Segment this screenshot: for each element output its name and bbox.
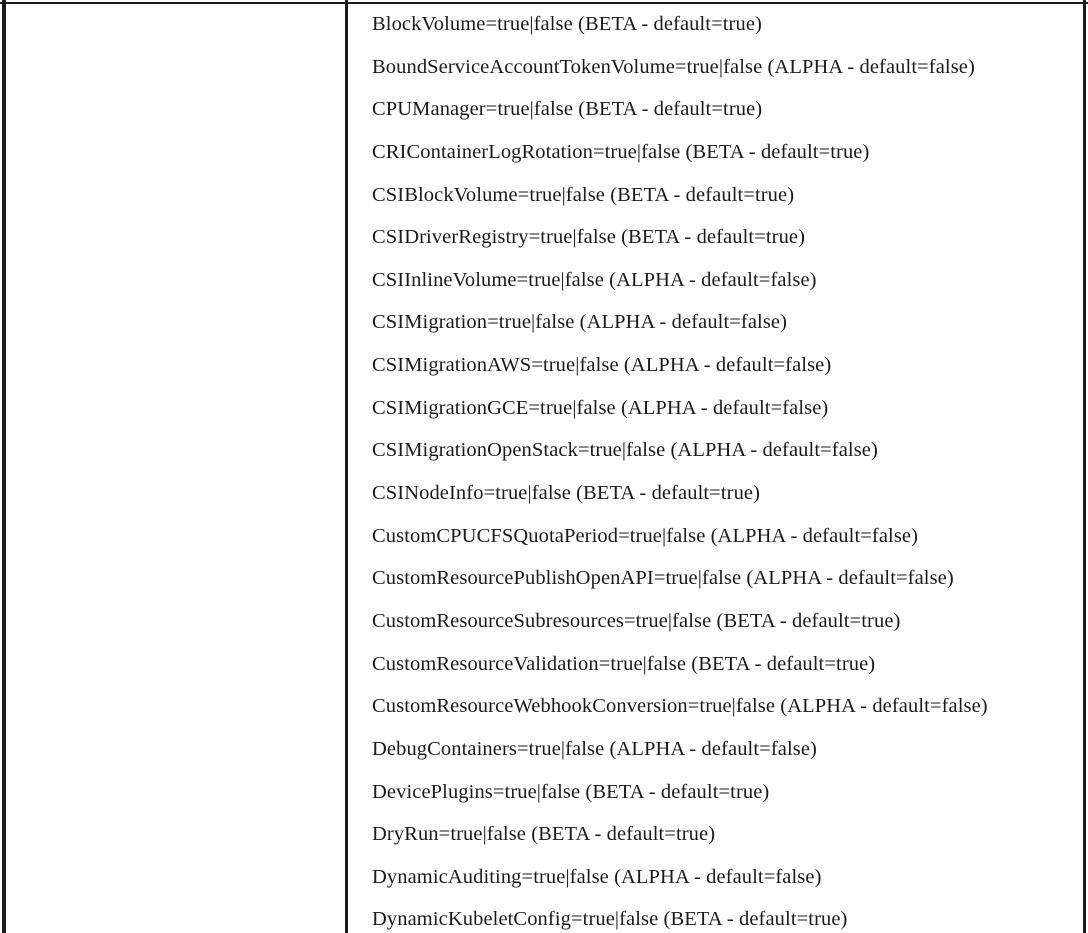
feature-gate-line: BoundServiceAccountTokenVolume=true|false (ALPHA - default=false) — [372, 55, 975, 78]
feature-gate-line: DebugContainers=true|false (ALPHA - default=false) — [372, 737, 817, 760]
feature-gate-line: CustomResourcePublishOpenAPI=true|false (ALPHA - default=false) — [372, 567, 954, 590]
feature-gate-line: CustomResourceSubresources=true|false (BETA - default=true) — [372, 609, 901, 632]
feature-gate-line: CustomResourceValidation=true|false (BETA - default=true) — [372, 652, 876, 675]
feature-gate-line: DynamicKubeletConfig=true|false (BETA - default=true) — [372, 908, 848, 931]
feature-gate-line: CSIMigration=true|false (ALPHA - default=false) — [372, 311, 788, 334]
table-right-border — [1083, 0, 1086, 933]
table-column-divider — [345, 0, 348, 933]
feature-gate-line: CustomResourceWebhookConversion=true|false (ALPHA - default=false) — [372, 695, 988, 718]
feature-gate-line: DryRun=true|false (BETA - default=true) — [372, 823, 716, 846]
feature-gate-line: CustomCPUCFSQuotaPeriod=true|false (ALPHA - default=false) — [372, 524, 919, 547]
option-name-cell — [6, 4, 345, 933]
feature-gate-line: CSIInlineVolume=true|false (ALPHA - default=false) — [372, 268, 817, 291]
feature-gate-line: DevicePlugins=true|false (BETA - default=true) — [372, 780, 770, 803]
feature-gate-line: CSIMigrationGCE=true|false (ALPHA - default=false) — [372, 396, 829, 419]
feature-gates-cell — [372, 3, 1077, 933]
feature-gate-line: CSIMigrationAWS=true|false (ALPHA - default=false) — [372, 354, 832, 377]
feature-gate-line: CSIMigrationOpenStack=true|false (ALPHA - default=false) — [372, 439, 878, 462]
feature-gate-line: CPUManager=true|false (BETA - default=true) — [372, 98, 763, 121]
feature-gate-line: CSINodeInfo=true|false (BETA - default=true) — [372, 482, 761, 505]
feature-gate-line: CSIDriverRegistry=true|false (BETA - default=true) — [372, 226, 806, 249]
feature-gate-line: CSIBlockVolume=true|false (BETA - default=true) — [372, 183, 795, 206]
feature-gate-line: CRIContainerLogRotation=true|false (BETA - default=true) — [372, 140, 870, 163]
feature-gate-line: BlockVolume=true|false (BETA - default=true) — [372, 13, 762, 35]
feature-gate-line: DynamicAuditing=true|false (ALPHA - default=false) — [372, 865, 822, 888]
